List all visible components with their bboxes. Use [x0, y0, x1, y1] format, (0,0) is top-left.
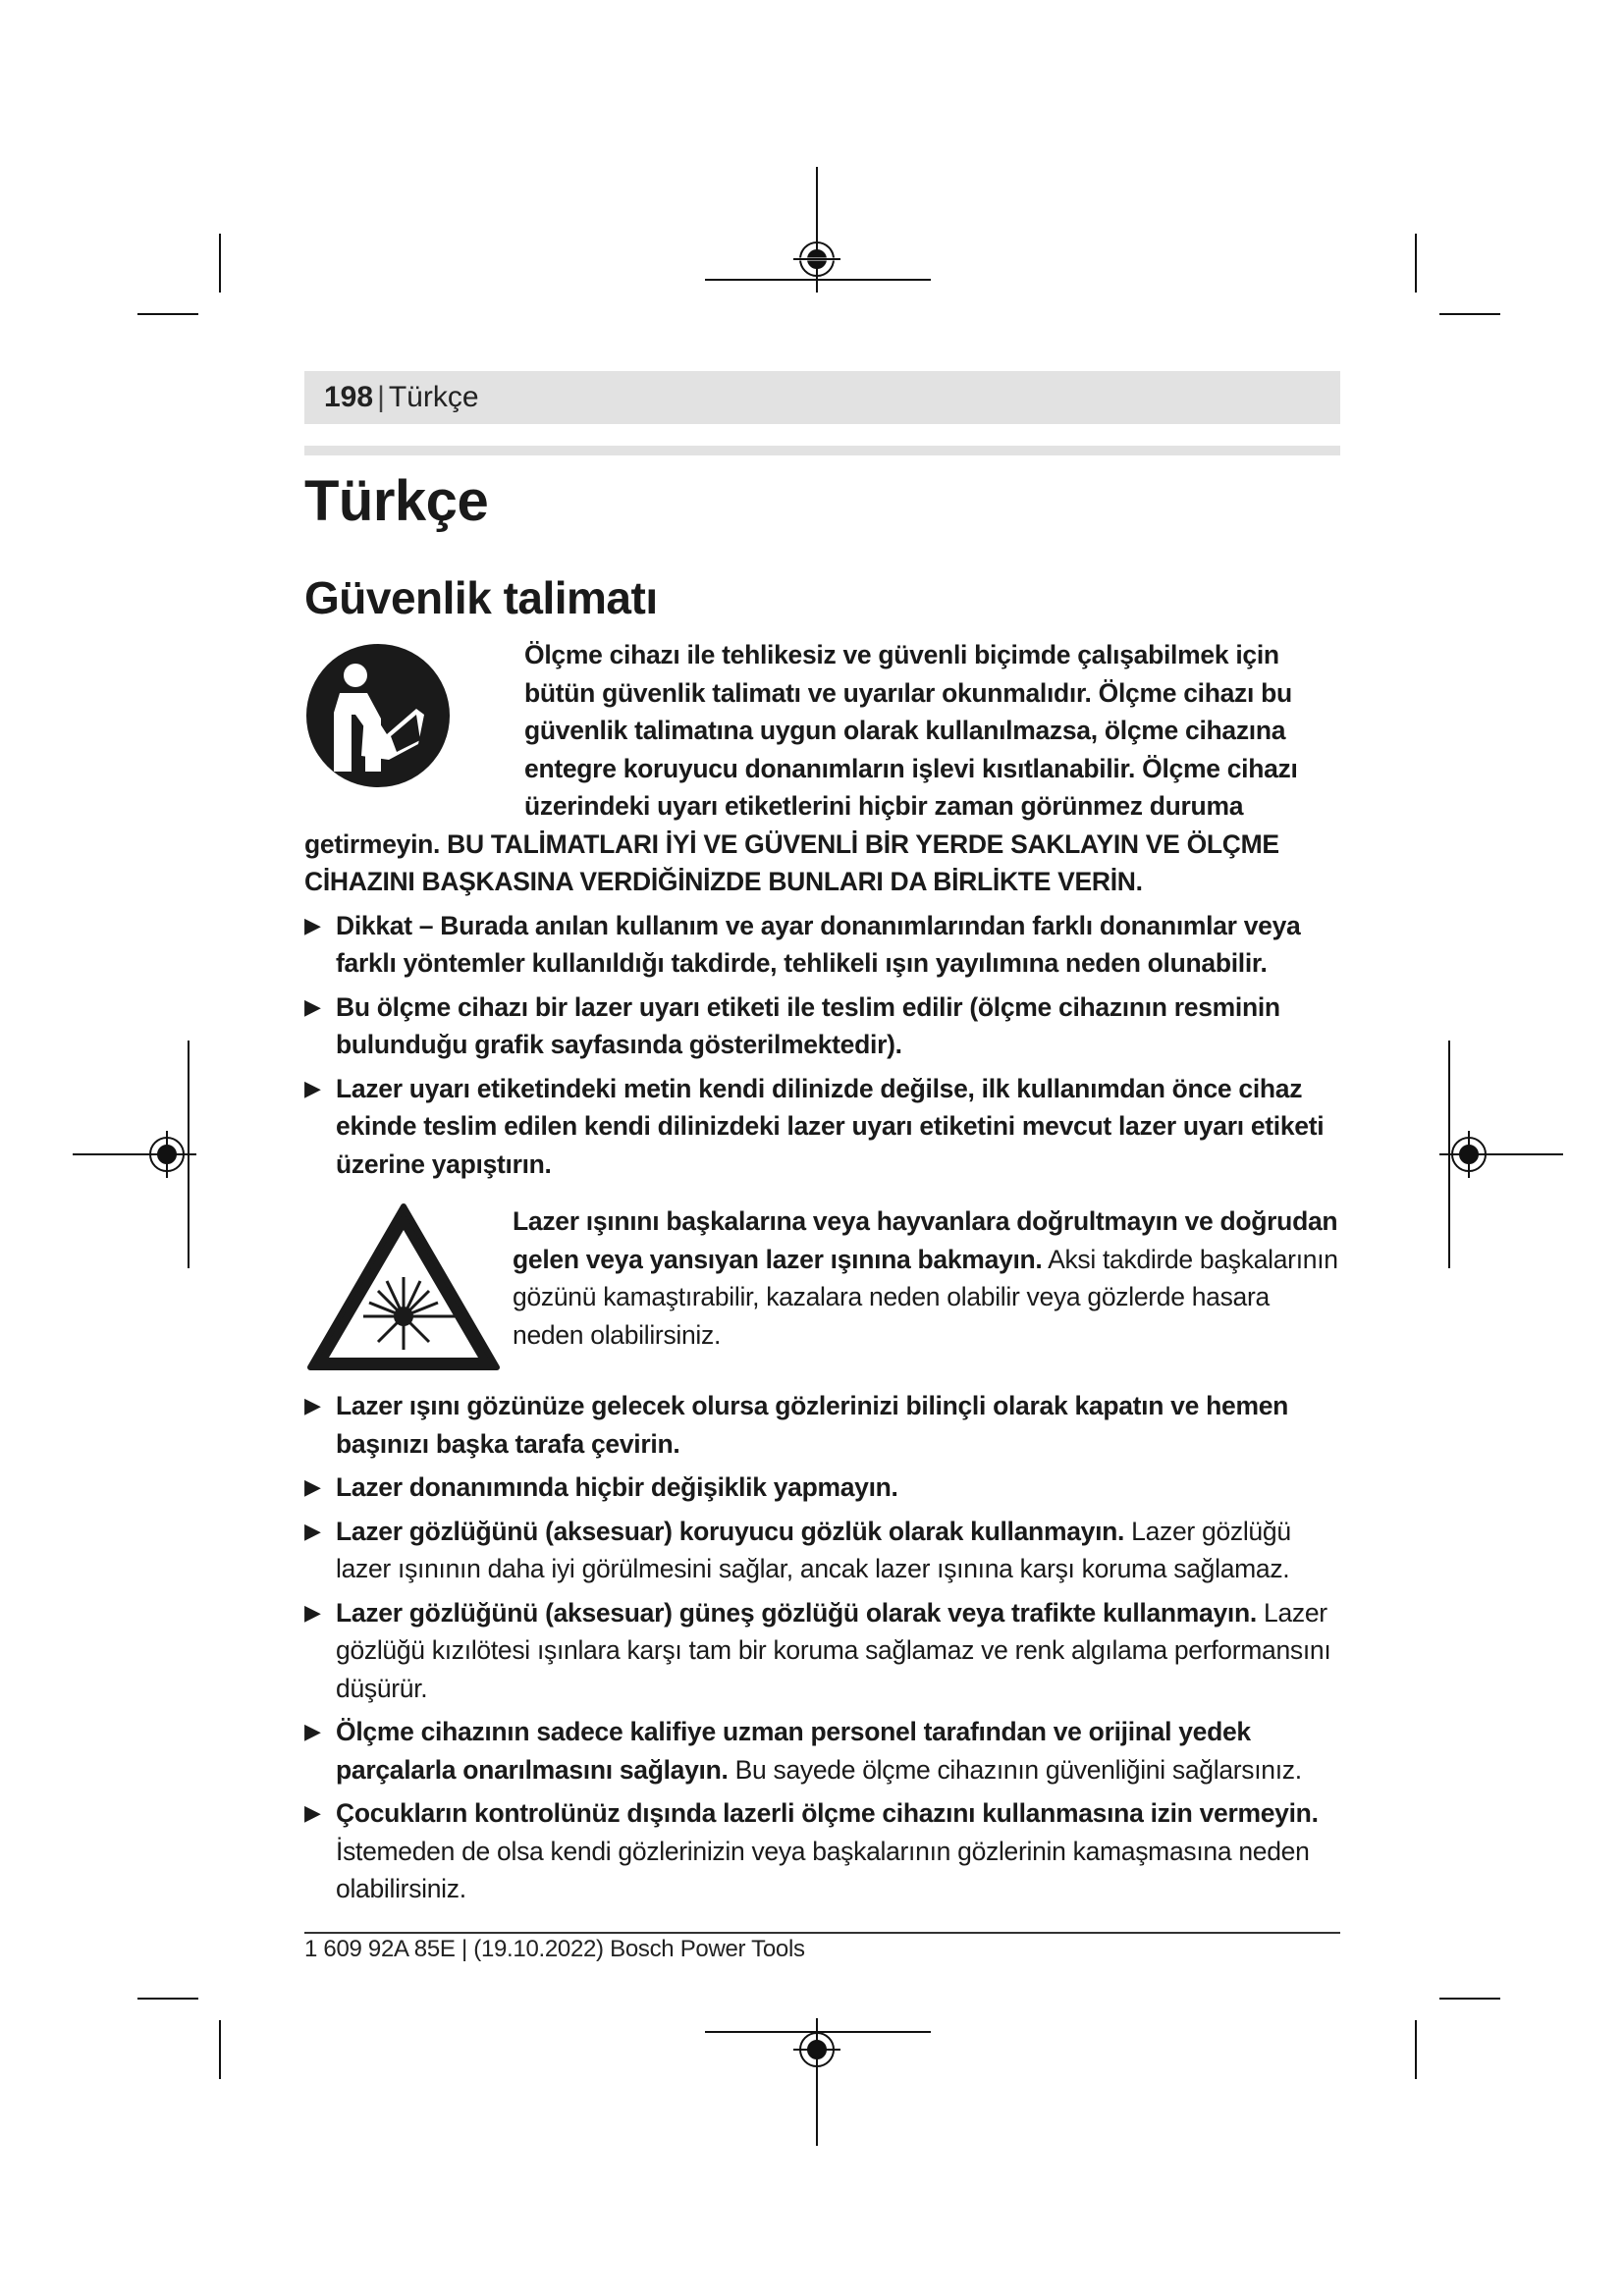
bullet-bold-text: Ölçme cihazının sadece kalifiye uzman personel tarafından ve orijinal yedek parçalarla onarılmasını sağlayın. — [336, 1717, 1251, 1785]
list-item — [304, 1387, 1345, 1463]
list-item — [304, 907, 1345, 983]
page-title: Türkçe — [304, 469, 489, 533]
bullet-bold-text: Lazer gözlüğünü (aksesuar) güneş gözlüğü olarak veya trafikte kullanmayın. — [336, 1597, 1257, 1628]
bullet-normal-text: İstemeden de olsa kendi gözlerinizin veya başkalarının gözlerinin kamaşmasına neden olabilirsiniz. — [336, 1836, 1310, 1903]
laser-warning-bold: Lazer ışınını başkalarına veya hayvanlara doğrultmayın ve doğrudan gelen veya yansıyan lazer ışınına bakmayın. — [513, 1206, 1338, 1274]
header-rule — [304, 446, 1340, 455]
list-item — [304, 1713, 1345, 1789]
intro-text — [304, 636, 1345, 901]
bullet-normal-text: Bu sayede ölçme cihazının güvenliğini sağlarsınız. — [728, 1754, 1302, 1785]
list-item — [304, 1070, 1345, 1184]
bullet-arrow-icon: ▶ — [304, 1518, 321, 1543]
bullet-arrow-icon: ▶ — [304, 1474, 321, 1499]
intro-bold-text: Ölçme cihazı ile tehlikesiz ve güvenli biçimde çalışabilmek için bütün güvenlik talimatı ve uyarılar okunmalıdır. Ölçme cihazı bu güvenlik talimatına uygun olarak kullanılmazsa, ölçme cihazına entegre koruyucu donanımların işlevi kısıtlanabilir. Ölçme cihazı üzerindeki uyarı etiketlerini hiçbir zaman görünmez duruma getirmeyin. BU TALİMATLARI İYİ VE GÜVENLİ BİR YERDE SAKLAYIN VE ÖLÇME CİHAZINI BAŞKASINA VERDİĞİNİZDE BUNLARI DA BİRLİKTE VERİN. — [304, 640, 1298, 896]
intro-block — [304, 636, 1345, 901]
list-item — [304, 1468, 1345, 1507]
page-footer: 1 609 92A 85E | (19.10.2022) Bosch Power Tools — [304, 1936, 805, 1962]
bullet-bold-text: Lazer uyarı etiketindeki metin kendi dilinizde değilse, ilk kullanımdan önce cihaz ekinde teslim edilen kendi dilinizdeki lazer uyarı etiketini mevcut lazer uyarı etiketi üzerine yapıştırın. — [336, 1073, 1325, 1179]
footer-rule — [304, 1932, 1340, 1934]
bullet-bold-text: Dikkat – Burada anılan kullanım ve ayar donanımlarından farklı donanımlar veya farklı yöntemler kullanıldığı takdirde, tehlikeli ışın yayılımına neden olunabilir. — [336, 910, 1301, 978]
bullet-arrow-icon: ▶ — [304, 1075, 321, 1100]
bullet-arrow-icon: ▶ — [304, 912, 321, 937]
list-item — [304, 1794, 1345, 1908]
bullet-arrow-icon: ▶ — [304, 1800, 321, 1825]
laser-warning-normal: Aksi takdirde başkalarının gözünü kamaştırabilir, kazalara neden olabilir veya gözlerde hasara neden olabilirsiniz. — [513, 1244, 1338, 1350]
laser-warning-block — [304, 1191, 1345, 1373]
page-number: 198 — [324, 381, 374, 413]
safety-content — [304, 636, 1345, 1908]
section-title: Güvenlik talimatı — [304, 572, 658, 623]
list-item — [304, 1513, 1345, 1588]
laser-warning-icon — [304, 1201, 503, 1373]
read-manual-icon — [304, 642, 452, 789]
header-language: Türkçe — [388, 381, 479, 413]
bullet-normal-text: Lazer gözlüğü kızılötesi ışınlara karşı tam bir koruma sağlamaz ve renk algılama performansını düşürür. — [336, 1597, 1331, 1703]
bullet-arrow-icon: ▶ — [304, 993, 321, 1019]
list-item — [304, 1594, 1345, 1708]
bullet-arrow-icon: ▶ — [304, 1393, 321, 1417]
bullet-normal-text: Lazer gözlüğü lazer ışınının daha iyi görülmesini sağlar, ancak lazer ışınına karşı koruma sağlamaz. — [336, 1516, 1291, 1583]
bullet-arrow-icon: ▶ — [304, 1719, 321, 1743]
page-header — [304, 371, 1340, 424]
bullet-bold-text: Lazer gözlüğünü (aksesuar) koruyucu gözlük olarak kullanmayın. — [336, 1516, 1125, 1546]
bullet-bold-text: Bu ölçme cihazı bir lazer uyarı etiketi ile teslim edilir (ölçme cihazının resminin bulunduğu grafik sayfasında gösterilmektedir). — [336, 991, 1280, 1059]
header-text — [324, 371, 479, 424]
bullet-bold-text: Lazer ışını gözünüze gelecek olursa gözlerinizi bilinçli olarak kapatın ve hemen başınızı başka tarafa çevirin. — [336, 1391, 1289, 1459]
bullet-arrow-icon: ▶ — [304, 1599, 321, 1625]
bullet-bold-text: Lazer donanımında hiçbir değişiklik yapmayın. — [336, 1472, 898, 1502]
bullet-bold-text: Çocukların kontrolünüz dışında lazerli ölçme cihazını kullanmasına izin vermeyin. — [336, 1798, 1319, 1828]
header-separator: | — [377, 381, 385, 413]
list-item — [304, 988, 1345, 1064]
